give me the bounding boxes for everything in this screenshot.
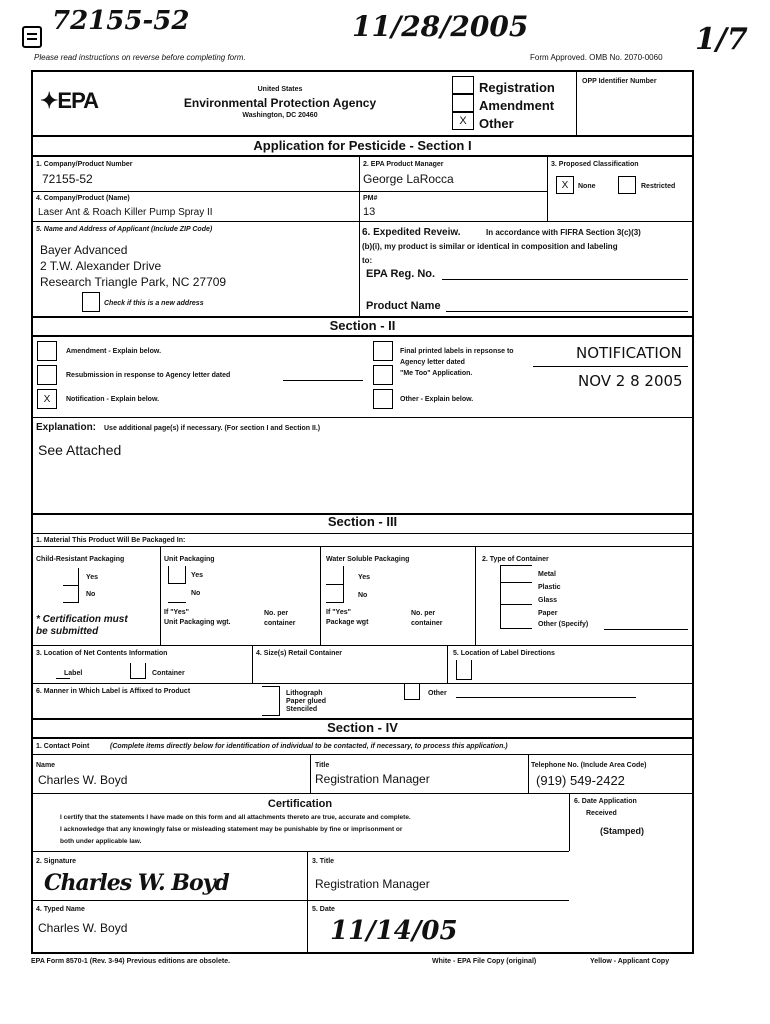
manner-other: Other bbox=[428, 690, 447, 697]
company-number-label: 1. Company/Product Number bbox=[36, 161, 133, 168]
net-container: Container bbox=[152, 670, 185, 677]
contact-label: 1. Contact Point bbox=[36, 743, 90, 750]
notification-check-mark: X bbox=[43, 394, 51, 405]
doc-corner-icon bbox=[22, 26, 42, 48]
explanation-note: Use additional page(s) if necessary. (For section I and Section II.) bbox=[104, 425, 321, 432]
white-copy: White - EPA File Copy (original) bbox=[432, 958, 537, 965]
unit-no: No bbox=[191, 590, 201, 597]
manner-lithograph: Lithograph bbox=[286, 690, 323, 697]
other-ii-label: Other - Explain below. bbox=[400, 396, 474, 403]
section-1-title: Application for Pesticide - Section I bbox=[253, 138, 472, 153]
unit-no-per-2: container bbox=[264, 620, 296, 627]
expedited-text-2: (b)(i), my product is similar or identical in composition and labeling bbox=[362, 242, 618, 251]
other-ii-checkbox[interactable] bbox=[373, 389, 393, 409]
phone-label: Telephone No. (Include Area Code) bbox=[531, 762, 647, 769]
none-label: None bbox=[578, 183, 596, 190]
product-name-2-label: Product Name bbox=[366, 300, 441, 312]
metal-checkbox[interactable] bbox=[500, 565, 532, 629]
if-yes-package-2: Package wgt bbox=[326, 619, 369, 626]
form-approved: Form Approved. OMB No. 2070-0060 bbox=[530, 53, 663, 62]
label-directions-box[interactable] bbox=[456, 660, 472, 680]
applicant-line-3: Research Triangle Park, NC 27709 bbox=[40, 275, 227, 289]
epa-manager: George LaRocca bbox=[363, 172, 454, 186]
unit-yes-checkbox[interactable] bbox=[168, 566, 186, 584]
net-label: Label bbox=[64, 670, 83, 677]
cert-line-3: both under applicable law. bbox=[60, 838, 142, 845]
date-label: 5. Date bbox=[312, 906, 335, 913]
package-no-per-2: container bbox=[411, 620, 443, 627]
instructions: Please read instructions on reverse before completing form. bbox=[34, 53, 246, 62]
product-name-label: 4. Company/Product (Name) bbox=[36, 195, 130, 202]
package-no-per-1: No. per bbox=[411, 610, 436, 617]
me-too-label: "Me Too" Application. bbox=[400, 370, 473, 377]
expedited-text-1: In accordance with FIFRA Section 3(c)(3) bbox=[486, 228, 641, 237]
container-paper: Paper bbox=[538, 610, 558, 617]
manner-box[interactable] bbox=[262, 686, 280, 716]
unit-yes: Yes bbox=[191, 572, 204, 579]
pm-value: 13 bbox=[363, 206, 376, 218]
epa-manager-label: 2. EPA Product Manager bbox=[363, 161, 444, 168]
name-value: Charles W. Boyd bbox=[38, 773, 128, 787]
notification-stamp-title: NOTIFICATION bbox=[576, 344, 682, 362]
form-id: EPA Form 8570-1 (Rev. 3-94) Previous editions are obsolete. bbox=[31, 958, 231, 965]
other-check-mark: X bbox=[459, 115, 467, 127]
child-yes: Yes bbox=[86, 574, 99, 581]
signature: Charles W. Boyd bbox=[44, 870, 229, 896]
date-received-1: 6. Date Application bbox=[574, 798, 637, 805]
explanation-label: Explanation: bbox=[36, 422, 97, 433]
stamped-label: (Stamped) bbox=[600, 826, 645, 836]
contact-note: (Complete items directly below for identification of individual to be contacted, if necessary, to process this application.) bbox=[110, 743, 508, 750]
epa-reg-no-label: EPA Reg. No. bbox=[366, 268, 436, 280]
handwritten-page: 1/7 bbox=[695, 22, 748, 57]
resubmission-label: Resubmission in response to Agency letter dated bbox=[66, 372, 231, 379]
agency-city: Washington, DC 20460 bbox=[242, 112, 318, 119]
final-printed-label-1: Final printed labels in repsonse to bbox=[400, 348, 514, 355]
amendment-checkbox[interactable] bbox=[452, 94, 474, 112]
child-no: No bbox=[86, 591, 96, 598]
manner-paper-glued: Paper glued bbox=[286, 698, 327, 705]
title-label: Title bbox=[315, 762, 330, 769]
cert-line-2: I acknowledge that any knowingly false or misleading statement may be punishable by fine or imprisonment or bbox=[60, 826, 403, 833]
manner-other-checkbox[interactable] bbox=[404, 684, 420, 700]
sign-date: 11/14/05 bbox=[330, 916, 458, 946]
epa-logo: ✦EPA bbox=[40, 88, 99, 113]
name-label: Name bbox=[36, 762, 56, 769]
if-yes-package-1: If "Yes" bbox=[326, 609, 351, 616]
net-contents-label: 3. Location of Net Contents Information bbox=[36, 650, 168, 657]
applicant-line-2: 2 T.W. Alexander Drive bbox=[40, 259, 162, 273]
final-printed-label-2: Agency letter dated bbox=[400, 359, 465, 366]
agency-name: Environmental Protection Agency bbox=[183, 96, 377, 110]
signature-label: 2. Signature bbox=[36, 858, 77, 865]
if-yes-unit-1: If "Yes" bbox=[164, 609, 189, 616]
container-metal: Metal bbox=[538, 571, 556, 578]
typed-name-label: 4. Typed Name bbox=[36, 906, 85, 913]
restricted-label: Restricted bbox=[641, 183, 676, 190]
resubmission-checkbox[interactable] bbox=[37, 365, 57, 385]
none-check-mark: X bbox=[561, 180, 569, 191]
amendment-ii-checkbox[interactable] bbox=[37, 341, 57, 361]
agency-country: United States bbox=[257, 86, 303, 93]
handwritten-date: 11/28/2005 bbox=[352, 10, 529, 43]
section-3-title: Section - III bbox=[327, 514, 398, 529]
yellow-copy: Yellow - Applicant Copy bbox=[590, 958, 670, 965]
water-yes: Yes bbox=[358, 574, 371, 581]
registration-checkbox[interactable] bbox=[452, 76, 474, 94]
section-2-title: Section - II bbox=[329, 318, 396, 333]
manner-label: 6. Manner in Which Label is Affixed to Product bbox=[36, 688, 191, 695]
child-resistant-label: Child-Resistant Packaging bbox=[36, 556, 125, 563]
container-type-label: 2. Type of Container bbox=[482, 556, 549, 563]
expedited-title: 6. Expedited Reveiw. bbox=[362, 227, 461, 238]
phone-value: (919) 549-2422 bbox=[536, 773, 625, 788]
material-label: 1. Material This Product Will Be Packaged In: bbox=[36, 537, 186, 544]
cert-line-1: I certify that the statements I have made on this form and all attachments thereto are true, accurate and complete. bbox=[60, 814, 411, 821]
container-plastic: Plastic bbox=[538, 584, 561, 591]
option-amendment: Amendment bbox=[479, 98, 555, 113]
water-soluble-label: Water Soluble Packaging bbox=[326, 556, 410, 563]
restricted-checkbox[interactable] bbox=[618, 176, 636, 194]
title2-value: Registration Manager bbox=[315, 877, 430, 891]
unit-packaging-label: Unit Packaging bbox=[164, 556, 215, 563]
water-no: No bbox=[358, 592, 368, 599]
certification-title: Certification bbox=[267, 798, 333, 810]
notification-stamp-date: NOV 2 8 2005 bbox=[578, 372, 683, 390]
company-number: 72155-52 bbox=[42, 172, 93, 186]
me-too-checkbox[interactable] bbox=[373, 365, 393, 385]
date-received-2: Received bbox=[586, 810, 617, 817]
manner-stenciled: Stenciled bbox=[286, 706, 318, 713]
net-container-checkbox[interactable] bbox=[130, 663, 146, 679]
option-registration: Registration bbox=[479, 80, 555, 95]
notification-label: Notification - Explain below. bbox=[66, 396, 160, 403]
container-other: Other (Specify) bbox=[538, 621, 589, 628]
sizes-label: 4. Size(s) Retail Container bbox=[256, 650, 342, 657]
title-value: Registration Manager bbox=[315, 772, 430, 786]
expedited-text-3: to: bbox=[362, 256, 373, 265]
title2-label: 3. Title bbox=[312, 858, 335, 865]
container-glass: Glass bbox=[538, 597, 558, 604]
opp-identifier-label: OPP Identifier Number bbox=[582, 78, 657, 85]
option-other: Other bbox=[479, 116, 514, 131]
applicant-line-1: Bayer Advanced bbox=[40, 243, 128, 257]
final-printed-checkbox[interactable] bbox=[373, 341, 393, 361]
amendment-ii-label: Amendment - Explain below. bbox=[66, 348, 162, 355]
if-yes-unit-2: Unit Packaging wgt. bbox=[164, 619, 231, 626]
unit-no-per-1: No. per bbox=[264, 610, 289, 617]
label-directions-label: 5. Location of Label Directions bbox=[453, 650, 555, 657]
typed-name-value: Charles W. Boyd bbox=[38, 921, 128, 935]
handwritten-reg-number: 72155-52 bbox=[52, 6, 190, 36]
cert-note-1: * Certification must bbox=[36, 614, 128, 625]
cert-note-2: be submitted bbox=[36, 626, 99, 637]
product-name: Laser Ant & Roach Killer Pump Spray II bbox=[38, 207, 213, 218]
applicant-label: 5. Name and Address of Applicant (Include ZIP Code) bbox=[36, 226, 213, 233]
pm-label: PM# bbox=[363, 195, 378, 202]
explanation-text: See Attached bbox=[38, 442, 122, 458]
proposed-classification-label: 3. Proposed Classification bbox=[551, 161, 639, 168]
new-address-checkbox[interactable] bbox=[82, 292, 100, 312]
new-address-label: Check if this is a new address bbox=[104, 300, 204, 307]
section-4-title: Section - IV bbox=[327, 720, 398, 735]
